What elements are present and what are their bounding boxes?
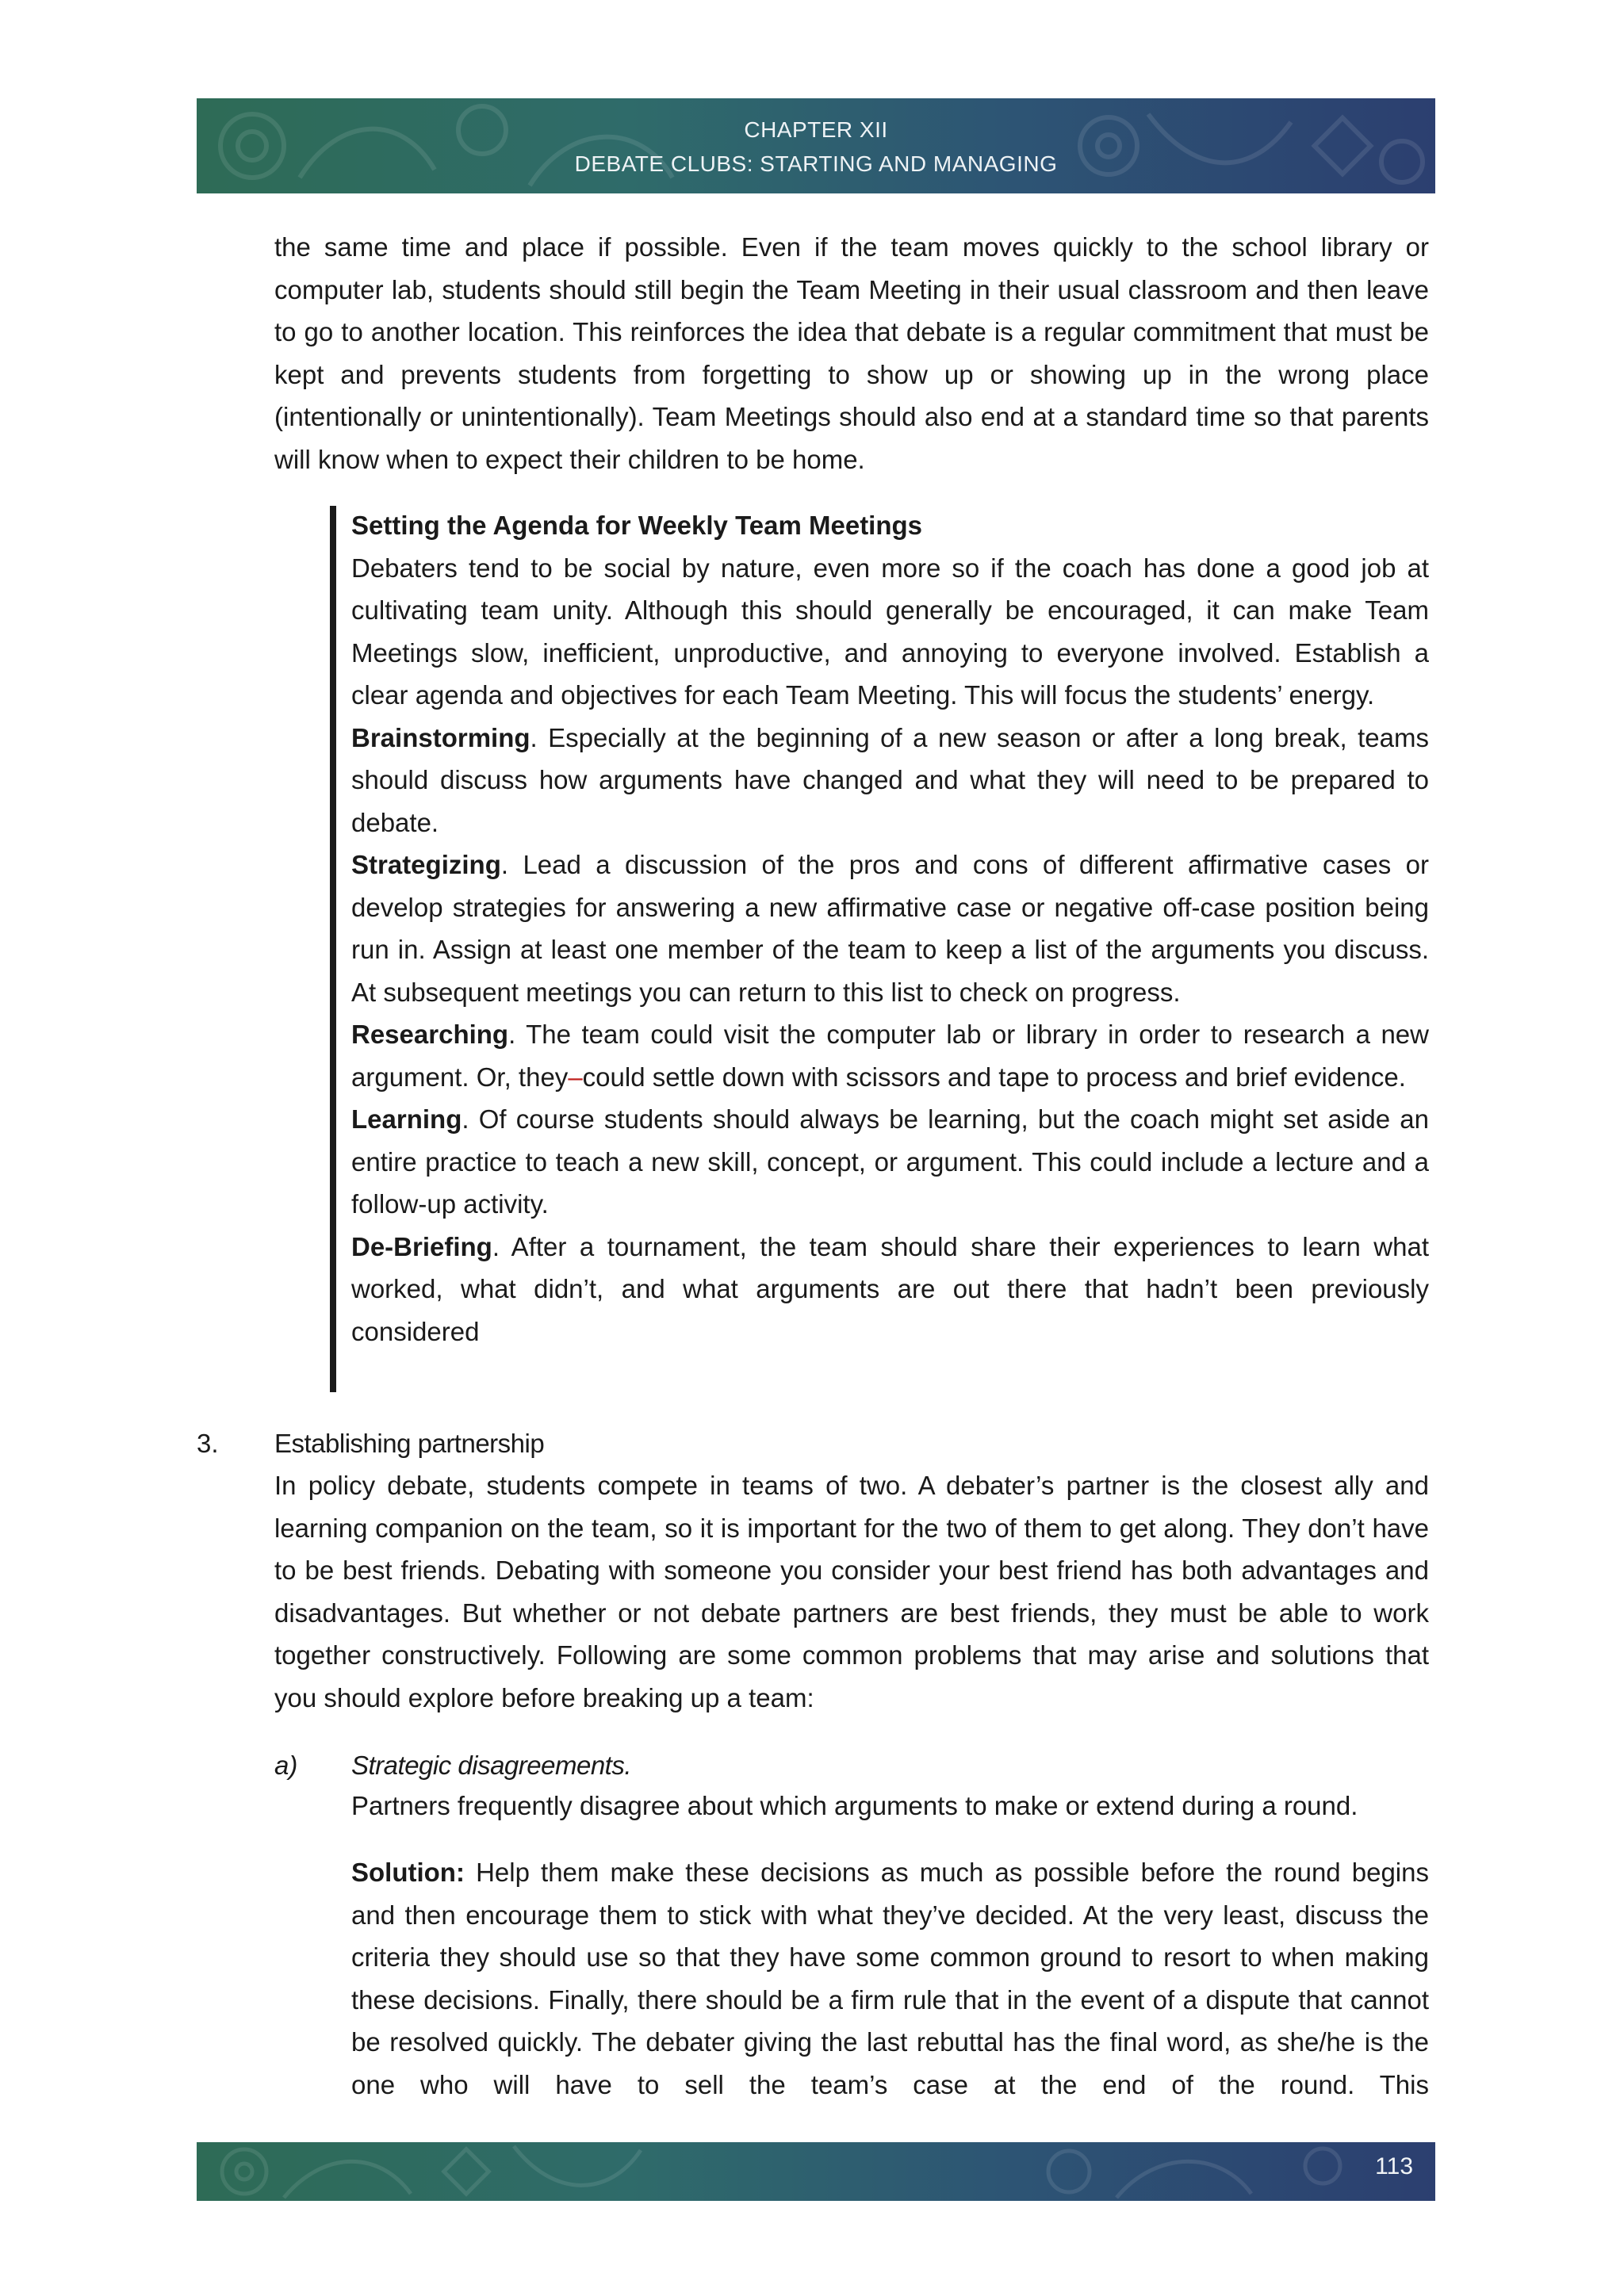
agenda-box-side-rule	[330, 506, 336, 1392]
solution-label: Solution:	[351, 1858, 465, 1887]
agenda-item-term: Learning	[351, 1104, 462, 1134]
agenda-item-strategizing	[351, 844, 1429, 1013]
page-number: 113	[1375, 2153, 1413, 2179]
agenda-item-text: . Lead a discussion of the pros and cons of different affirmative cases or develop strategies for answering a new affirmative case or negative off-case position being run in. Assign at least one member of the team to keep a list of the arguments you discuss. At subsequent meetings you can return to this list to check on progress.	[351, 850, 1429, 1007]
agenda-item-text-continued: could settle down with scissors and tape to process and brief evidence.	[582, 1062, 1406, 1092]
intro-paragraph-text: the same time and place if possible. Even if the team moves quickly to the school library or computer lab, students should still begin the Team Meeting in their usual classroom and then leave to go to another location. This reinforces the idea that debate is a regular commitment that must be kept and prevents students from forgetting to show up or showing up in the wrong place (intentionally or unintentionally). Team Meetings should also end at a standard time so that parents will know when to expect their children to be home.	[274, 232, 1429, 474]
agenda-box	[351, 504, 1429, 1353]
agenda-item-learning	[351, 1098, 1429, 1226]
agenda-item-text: . Especially at the beginning of a new season or after a long break, teams should discuss how arguments have changed and what they will need to be prepared to debate.	[351, 722, 1429, 837]
subsection-title: Strategic disagreements.	[351, 1751, 632, 1780]
intro-paragraph	[274, 226, 1429, 480]
agenda-item-text: . Of course students should always be learning, but the coach might set aside an entire practice to teach a new skill, concept, or argument. This could include a lecture and a follow-up activity.	[351, 1104, 1429, 1219]
agenda-item-term: Strategizing	[351, 850, 501, 879]
agenda-box-title: Setting the Agenda for Weekly Team Meetings	[351, 511, 923, 540]
subsection-text	[351, 1785, 1429, 1827]
agenda-item-debriefing	[351, 1226, 1429, 1353]
footer-ornament-pattern	[197, 2142, 1435, 2201]
agenda-item-brainstorming	[351, 717, 1429, 844]
solution-paragraph	[351, 1851, 1429, 2106]
agenda-item-text: . After a tournament, the team should share their experiences to learn what worked, what didn’t, and what arguments are out there that hadn’t been previously considered	[351, 1231, 1429, 1346]
footer-banner	[197, 2142, 1435, 2201]
section-paragraph-text: In policy debate, students compete in teams of two. A debater’s partner is the closest ally and learning companion on the team, so it is important for the two of them to get along. They don’t have to be best friends. Debating with someone you consider your best friend has both advantages and disadvantages. But whether or not debate partners are best friends, they must be able to work together constructively. Following are some common problems that may arise and solutions that you should explore before breaking up a team:	[274, 1471, 1429, 1712]
agenda-item-term: Brainstorming	[351, 722, 530, 752]
section-paragraph	[274, 1464, 1429, 1719]
agenda-item-term: De-Briefing	[351, 1231, 492, 1261]
agenda-item-text: . The team could visit the computer lab or library in order to research a new argument. Or, they	[351, 1020, 1429, 1092]
solution-paragraph-text	[351, 1851, 1429, 2106]
agenda-box-intro: Debaters tend to be social by nature, even more so if the coach has done a good job at cultivating team unity. Although this should generally be encouraged, it can make Team Meetings slow, inefficient, unproductive, and annoying to everyone involved. Establish a clear agenda and objectives for each Team Meeting. This will focus the students’ energy.	[351, 553, 1429, 710]
chapter-label: CHAPTER XII	[744, 117, 888, 142]
section-heading: Establishing partnership	[274, 1429, 545, 1458]
chapter-title: DEBATE CLUBS: STARTING AND MANAGING	[574, 151, 1058, 176]
solution-text: Help them make these decisions as much as possible before the round begins and then encourage them to stick with what they’ve decided. At the very least, discuss the criteria they should use so that they have some common ground to resort to when making these decisions. Finally, there should be a firm rule that in the event of a dispute that cannot be resolved quickly. The debater giving the last rebuttal has the final word, as she/he is the one who will have to sell the team’s case at the end of the round. This	[351, 1858, 1429, 2099]
red-dash: –	[568, 1062, 583, 1092]
chapter-header-banner	[197, 98, 1435, 193]
agenda-item-researching	[351, 1013, 1429, 1098]
header-text	[197, 113, 1435, 181]
agenda-item-term: Researching	[351, 1020, 509, 1049]
subsection-letter: a)	[274, 1751, 298, 1780]
subsection-text-body: Partners frequently disagree about which arguments to make or extend during a round.	[351, 1791, 1358, 1820]
section-number: 3.	[197, 1429, 219, 1458]
